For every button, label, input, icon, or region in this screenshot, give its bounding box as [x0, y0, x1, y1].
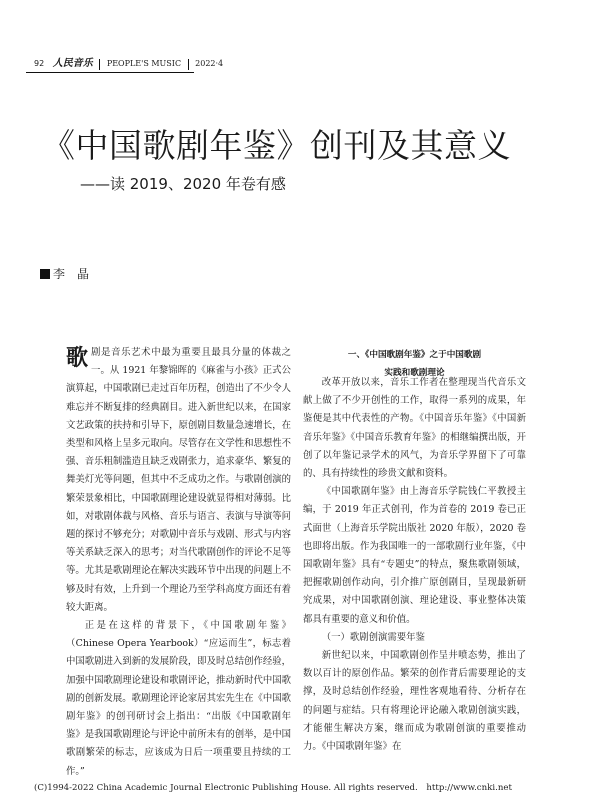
article-title: 《中国歌剧年鉴》创刊及其意义	[42, 126, 511, 165]
paragraph: 改革开放以来，音乐工作者在整理现当代音乐文献上做了不少开创性的工作，取得一系列的成果，年鉴便是其中代表性的产物。《中国音乐年鉴》《中国新音乐年鉴》《中国音乐教育年鉴》的相继编撰出版，开创了以年鉴记录学术的风气，为音乐学界留下了可靠的、具有持续性的珍贵文献和资料。	[303, 377, 526, 480]
section-heading-line: 实践和歌剧理论	[384, 368, 445, 378]
copyright-footer: (C)1994-2022 China Academic Journal Electronic Publishing House. All rights reserved. http://www.cnki.net	[34, 783, 512, 793]
journal-name-en: PEOPLE'S MUSIC	[106, 59, 182, 68]
drop-cap: 歌	[66, 345, 89, 371]
author-name: 李 晶	[53, 267, 90, 281]
journal-logo-cn: 人民音乐	[52, 58, 93, 69]
running-header	[34, 57, 223, 71]
page-number: 92	[34, 59, 45, 68]
paragraph: 新世纪以来，中国歌剧创作呈井喷态势，推出了数以百计的原创作品。繁荣的创作背后需要理论的支撑，及时总结创作经验，理性客观地看待、分析存在的问题与症结。只有将理论评论融入歌剧创演实践，才能催生解决方案，继而成为歌剧创演的重要推动力。《中国歌剧年鉴》在	[303, 650, 526, 753]
sub-heading: （一）歌剧创演需要年鉴	[321, 631, 425, 643]
header-divider	[99, 59, 100, 70]
author-square-icon	[40, 269, 50, 279]
paragraph	[66, 344, 291, 617]
header-divider	[188, 59, 189, 70]
issue-number: 2022·4	[195, 59, 224, 68]
left-column	[66, 344, 291, 781]
header-rule	[26, 72, 194, 73]
paragraph-text: 剧是音乐艺术中最为重要且最具分量的体裁之一。从 1921 年黎锦晖的《麻雀与小孩》正式公演算起，中国歌剧已走过百年历程，创造出了不少令人难忘并不断复排的经典剧目。进入新世纪以来，在国家文艺政策的扶持和引导下，原创剧目数量急速增长，在类型和风格上呈多元取向。尽管存在文学性和思想性不强、音乐粗制滥造且缺乏戏剧张力，追求豪华、繁复的舞美灯光等问题，但其中不乏成功之作。与歌剧创演的繁荣景象相比，中国歌剧理论建设就显得相对薄弱。比如，对歌剧体裁与风格、音乐与语言、表演与导演等问题的探讨不够充分；对歌剧中音乐与戏剧、形式与内容等关系缺乏深入的思考；对当代歌剧创作的评论不足等等。尤其是歌剧理论在解决实践环节中出现的问题上不够及时有效，上升到一个理论乃至学科高度方面还有着较大距离。	[66, 347, 292, 613]
right-column	[303, 374, 526, 756]
paragraph: 《中国歌剧年鉴》由上海音乐学院钱仁平教授主编，于 2019 年正式创刊，作为首卷的 2019 卷已正式面世（上海音乐学院出版社 2020 年版），2020 卷也即将出版。作为我国唯一的一部歌剧行业年鉴，《中国歌剧年鉴》具有“专题史”的特点，聚焦歌剧领域，把握歌剧创作动向，引介推广原创剧目，呈现最新研究成果，对中国歌剧创演、理论建设、事业整体决策都具有重要的意义和价值。	[303, 486, 526, 625]
section-heading-line: 一、《中国歌剧年鉴》之于中国歌剧	[347, 350, 482, 360]
article-subtitle: ——读 2019、2020 年卷有感	[80, 175, 286, 193]
author-line	[40, 265, 89, 282]
paragraph: 正是在这样的背景下，《中国歌剧年鉴》（Chinese Opera Yearbook）“应运而生”，标志着中国歌剧进入到新的发展阶段，即及时总结创作经验，加强中国歌剧理论建设和歌剧评论，推动新时代中国歌剧的创新发展。歌剧理论评论家居其宏先生在《中国歌剧年鉴》的创刊研讨会上指出：“出版《中国歌剧年鉴》是我国歌剧理论与评论中前所未有的创举，是中国歌剧繁荣的标志，应该成为日后一项重要且持续的工作。”	[66, 620, 292, 777]
